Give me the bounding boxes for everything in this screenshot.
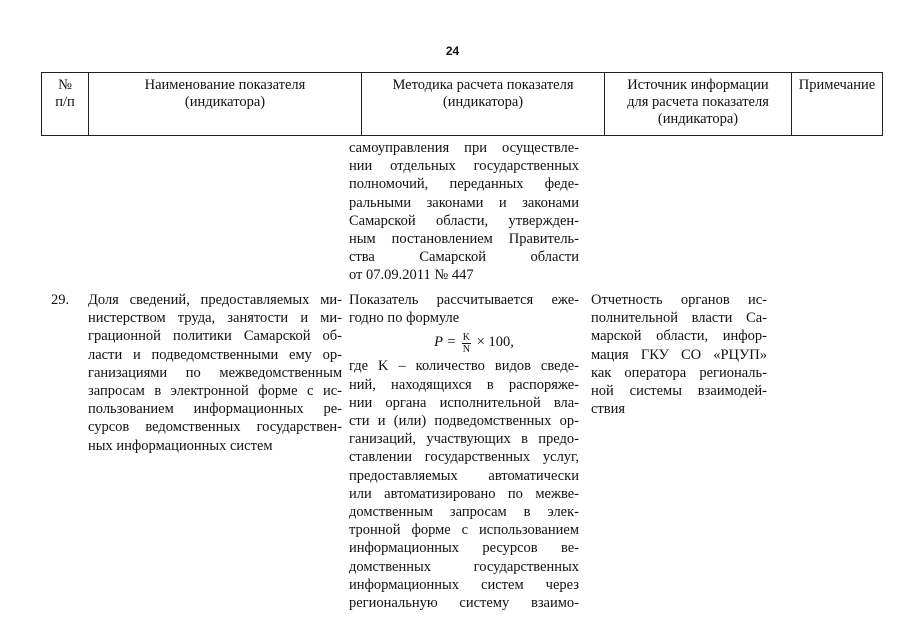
text-line: мация ГКУ СО «РЦУП»: [591, 346, 767, 363]
text-line: полномочий, переданных феде-: [349, 176, 579, 193]
header-source: [605, 73, 792, 136]
header-text: (индикатора): [657, 111, 739, 127]
text-line: ствия: [591, 401, 626, 418]
formula-denominator: N: [462, 343, 471, 355]
header-text: Наименование показателя: [144, 77, 306, 93]
calculation-method: [349, 291, 579, 612]
text-line: запросам в электронной форме с ис-: [88, 383, 342, 400]
text-line: нии отдельных государственных: [349, 158, 579, 175]
text-line: ставлении государственных услуг,: [349, 449, 579, 466]
text-line: грационной политики Самарской об-: [88, 328, 342, 345]
text-line: годно по формуле: [349, 310, 460, 327]
text-line: самоуправления при осуществле-: [349, 140, 579, 156]
text-line: ства Самарской области: [349, 249, 579, 266]
header-text: п/п: [55, 94, 75, 110]
header-text: Примечание: [798, 77, 876, 93]
text-line: пользованием информационных ре-: [88, 401, 342, 418]
text-line: нистерством труда, занятости и ми-: [88, 310, 342, 327]
text-line: информационных систем через: [349, 576, 579, 593]
text-line: региональную систему взаимо-: [349, 595, 579, 612]
text-line: полнительной власти Са-: [591, 310, 767, 327]
text-line: или автоматизировано по межве-: [349, 485, 579, 502]
text-line: ганизациями по межведомственным: [88, 364, 342, 381]
text-line: Отчетность органов ис-: [591, 292, 767, 308]
text-line: Самарской области, утвержден-: [349, 212, 579, 229]
text-line: ральными законами и законами: [349, 194, 579, 211]
header-text: (индикатора): [184, 94, 266, 110]
header-text: Источник информации: [627, 77, 769, 93]
table-header: [41, 72, 883, 136]
text-line: марской области, инфор-: [591, 328, 767, 345]
text-line: ний, находящихся в распоряже-: [349, 376, 579, 393]
text-line: информационных ресурсов ве-: [349, 540, 579, 557]
page-number: 24: [445, 44, 460, 58]
text-line: ным постановлением Правитель-: [349, 231, 579, 248]
text-line: предоставляемых автоматически: [349, 467, 579, 484]
header-text: (индикатора): [442, 94, 524, 110]
text-line: от 07.09.2011 № 447: [349, 267, 474, 284]
header-note: [792, 73, 883, 136]
text-line: ласти и подведомственными ему ор-: [88, 346, 342, 363]
text-line: ных информационных систем: [88, 437, 273, 454]
formula: [349, 327, 579, 357]
text-line: сурсов ведомственных государствен-: [88, 419, 342, 436]
header-number: [42, 73, 89, 136]
text-line: где K – количество видов сведе-: [349, 358, 579, 375]
method-continuation: [349, 139, 579, 285]
header-indicator-name: [89, 73, 362, 136]
row-number: 29.: [51, 292, 70, 308]
formula-numerator: K: [462, 331, 471, 343]
header-method: [362, 73, 605, 136]
information-source: [591, 291, 767, 418]
header-text: Методика расчета показателя: [392, 77, 574, 93]
header-text: №: [58, 77, 72, 93]
text-line: Показатель рассчитывается еже-: [349, 292, 579, 308]
formula-fraction: [462, 332, 471, 355]
formula-lhs: P =: [434, 334, 457, 351]
header-text: для расчета показателя: [627, 94, 769, 110]
text-line: как оператора региональ-: [591, 364, 767, 381]
text-line: тронной форме с использованием: [349, 522, 579, 539]
text-line: домственным запросам в элек-: [349, 504, 579, 521]
text-line: Доля сведений, предоставляемых ми-: [88, 292, 342, 308]
formula-rhs: × 100,: [476, 334, 514, 351]
text-line: домственных государственных: [349, 558, 579, 575]
text-line: сти и (или) подведомственных ор-: [349, 413, 579, 430]
text-line: ной системы взаимодей-: [591, 383, 767, 400]
indicator-name: [88, 291, 342, 455]
text-line: ганизаций, участвующих в предо-: [349, 431, 579, 448]
text-line: нии органа исполнительной вла-: [349, 394, 579, 411]
